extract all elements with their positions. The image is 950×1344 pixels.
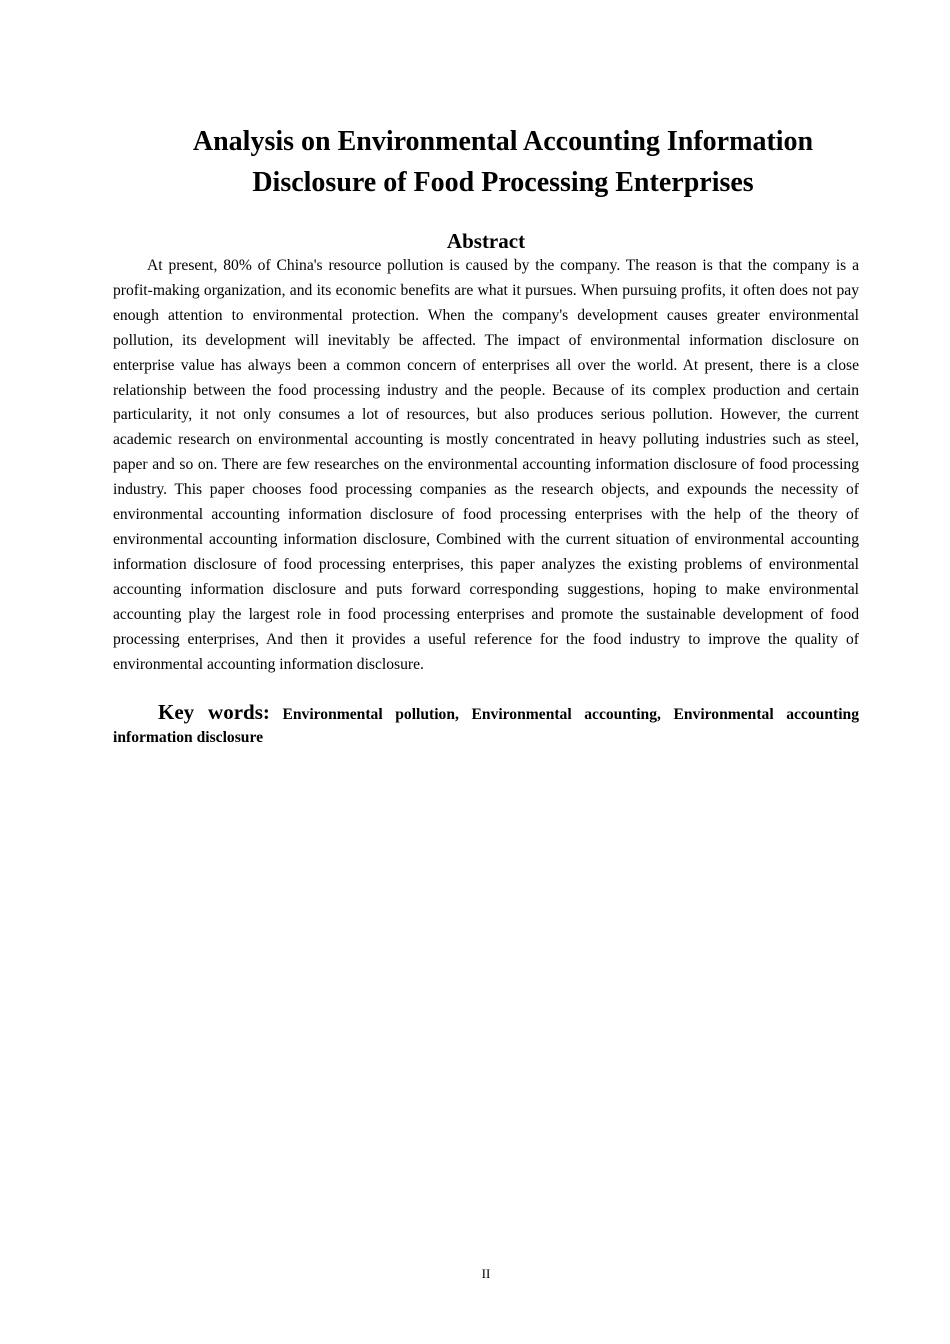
keywords-label: Key words: — [158, 700, 270, 724]
abstract-body: At present, 80% of China's resource pollution is caused by the company. The reason is that the company is a profit-making organization, and its economic benefits are what it pursues. When pursuing profits, it often does not pay enough attention to environmental protection. When the company's development causes greater environmental pollution, its development will inevitably be affected. The impact of environmental information disclosure on enterprise value has always been a common concern of enterprises all over the world. At present, there is a close relationship between the food processing industry and the people. Because of its complex production and certain particularity, it not only consumes a lot of resources, but also produces serious pollution. However, the current academic research on environmental accounting is mostly concentrated in heavy polluting industries such as steel, paper and so on. There are few researches on the environmental accounting information disclosure of food processing industry. This paper chooses food processing companies as the research objects, and expounds the necessity of environmental accounting information disclosure of food processing enterprises with the help of the theory of environmental accounting information disclosure, Combined with the current situation of environmental accounting information disclosure of food processing enterprises, this paper analyzes the existing problems of environmental accounting information disclosure and puts forward corresponding suggestions, hoping to make environmental accounting play the largest role in food processing enterprises and promote the sustainable development of food processing enterprises, And then it provides a useful reference for the food industry to improve the quality of environmental accounting information disclosure. — [113, 257, 859, 673]
abstract-heading: Abstract — [446, 229, 526, 253]
page-number: II — [481, 1266, 491, 1281]
keywords-text: Environmental pollution, Environmental accounting, Environmental accounting information disclosure — [113, 706, 859, 746]
keywords-paragraph — [113, 701, 859, 749]
paper-title: Analysis on Environmental Accounting Information Disclosure of Food Processing Enterprises — [192, 126, 814, 198]
